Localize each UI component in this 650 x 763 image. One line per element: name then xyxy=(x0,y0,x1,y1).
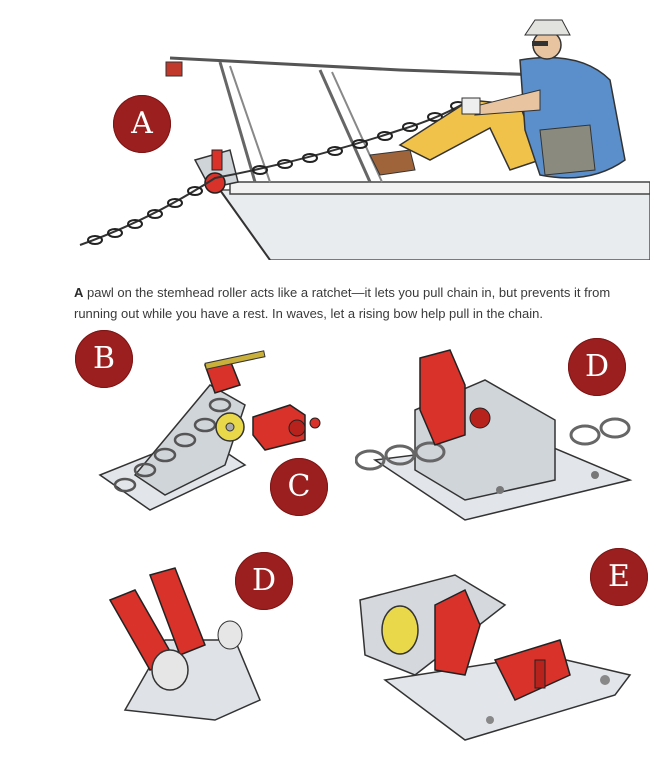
panel-e-illustration xyxy=(345,565,635,750)
label-badge-d-upper: D xyxy=(568,338,626,396)
panel-c-pawl-detached xyxy=(245,395,325,455)
label-badge-c: C xyxy=(270,458,328,516)
caption-lead-letter: A xyxy=(74,285,84,300)
label-badge-a: A xyxy=(113,95,171,153)
label-badge-b: B xyxy=(75,330,133,388)
label-badge-d-lower: D xyxy=(235,552,293,610)
figure-caption xyxy=(74,282,634,324)
label-badge-e: E xyxy=(590,548,648,606)
caption-text: pawl on the stemhead roller acts like a ratchet—it lets you pull chain in, but prevents it from running out while you have a rest. In waves, let a rising bow help pull in the chain. xyxy=(74,285,611,321)
